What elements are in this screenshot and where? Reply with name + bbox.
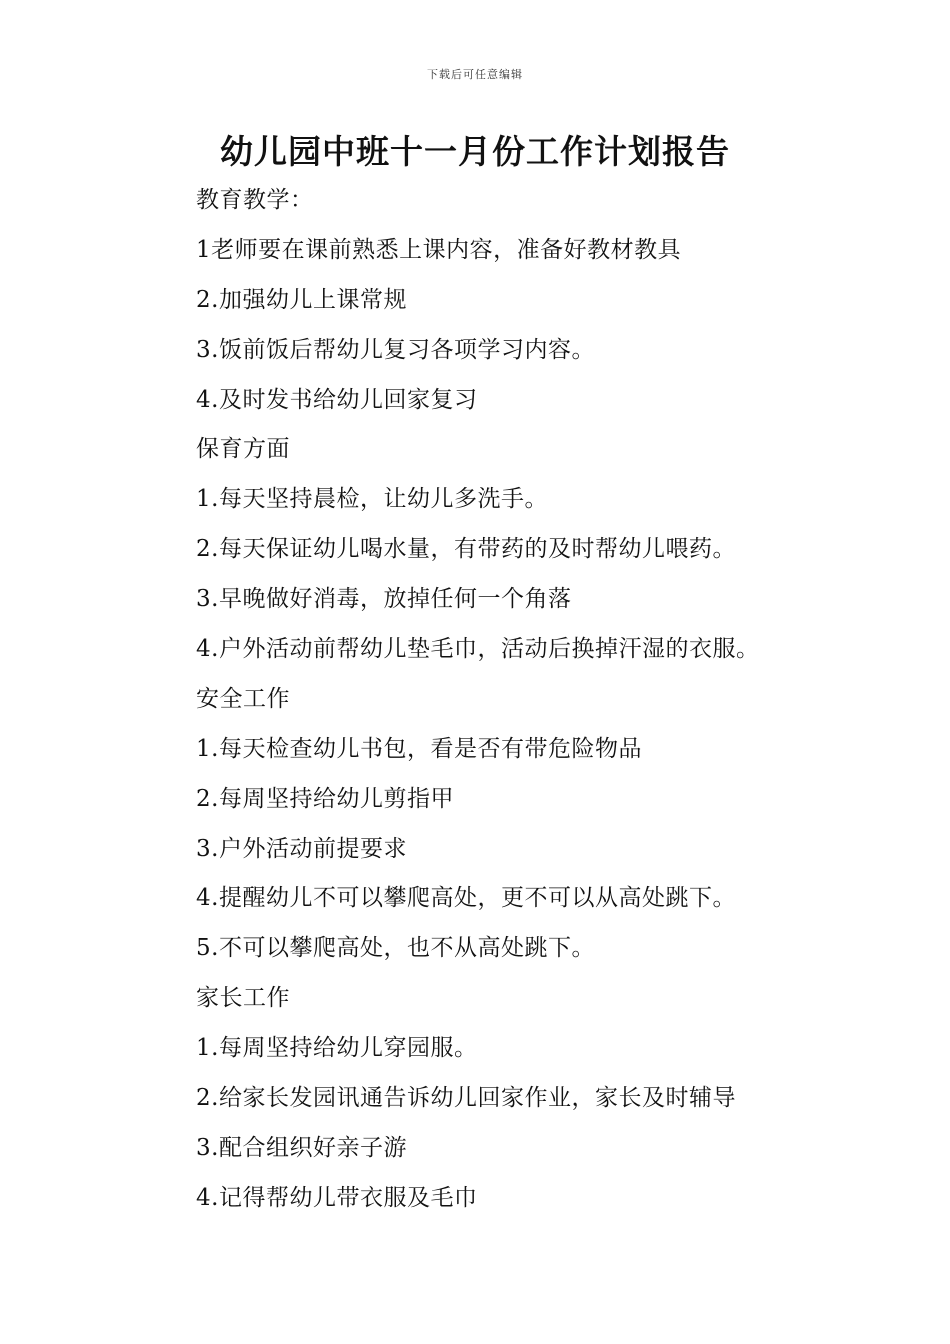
list-item: 2.加强幼儿上课常规 xyxy=(196,286,407,313)
list-item: 4.户外活动前帮幼儿垫毛巾，活动后换掉汗湿的衣服。 xyxy=(196,636,760,663)
section-heading-care: 保育方面 xyxy=(196,436,290,463)
list-item: 2.每周坚持给幼儿剪指甲 xyxy=(196,785,454,812)
list-item: 4.及时发书给幼儿回家复习 xyxy=(196,386,478,413)
page-title: 幼儿园中班十一月份工作计划报告 xyxy=(220,132,730,171)
section-heading-safety: 安全工作 xyxy=(196,685,290,712)
section-heading-education: 教育教学： xyxy=(196,187,314,213)
list-item: 2.给家长发园讯通告诉幼儿回家作业，家长及时辅导 xyxy=(196,1085,736,1112)
list-item: 3.饭前饭后帮幼儿复习各项学习内容。 xyxy=(196,336,595,363)
header-note: 下载后可任意编辑 xyxy=(427,68,523,81)
list-item: 4.提醒幼儿不可以攀爬高处，更不可以从高处跳下。 xyxy=(196,885,736,912)
list-item: 5.不可以攀爬高处，也不从高处跳下。 xyxy=(196,935,595,962)
document-body xyxy=(196,181,896,1229)
list-item: 1.每周坚持给幼儿穿园服。 xyxy=(196,1035,478,1062)
list-item: 1老师要在课前熟悉上课内容，准备好教材教具 xyxy=(196,236,682,263)
list-item: 1.每天坚持晨检，让幼儿多洗手。 xyxy=(196,486,548,513)
list-item: 3.配合组织好亲子游 xyxy=(196,1134,407,1161)
list-item: 3.户外活动前提要求 xyxy=(196,835,407,862)
section-heading-parents: 家长工作 xyxy=(196,985,290,1012)
list-item: 2.每天保证幼儿喝水量，有带药的及时帮幼儿喂药。 xyxy=(196,536,736,563)
list-item: 1.每天检查幼儿书包，看是否有带危险物品 xyxy=(196,735,642,762)
list-item: 3.早晚做好消毒，放掉任何一个角落 xyxy=(196,586,572,613)
list-item: 4.记得帮幼儿带衣服及毛巾 xyxy=(196,1184,478,1211)
